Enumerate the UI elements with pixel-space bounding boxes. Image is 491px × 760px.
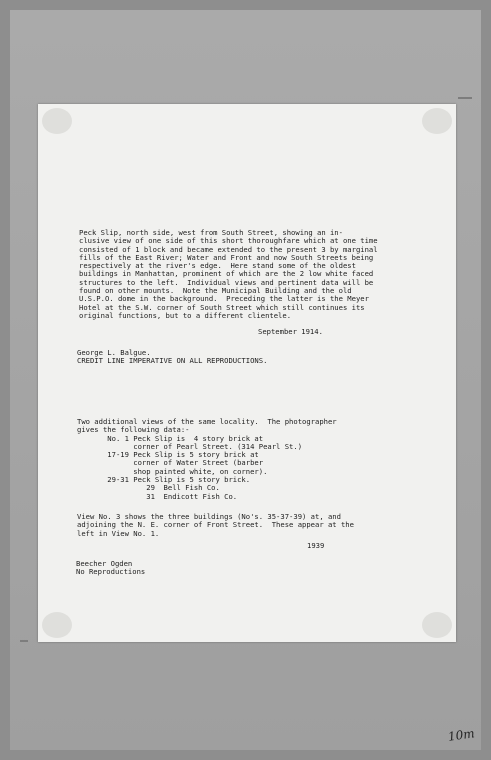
photographer-credit: George L. Balgue. CREDIT LINE IMPERATIVE ON ALL REPRODUCTIONS.	[77, 348, 268, 366]
mount-mark	[20, 640, 28, 642]
additional-views-paragraph: Two additional views of the same locality. The photographer gives the following data:- No. 1 Peck Slip is 4 story brick at corner of Pearl Street. (314 Pearl St.) 17-19 Peck Slip is 5 story brick at corner of Water Street (barber shop painted white, on corner). 29-31 Peck Slip is 5 story brick. 29 Bell Fish Co. 31 Endicott Fish Co.	[77, 417, 337, 501]
paste-spot	[42, 108, 72, 134]
paste-spot	[422, 612, 452, 638]
mount-mark	[458, 97, 472, 99]
date-september-1914: September 1914.	[258, 327, 323, 336]
description-paragraph: Peck Slip, north side, west from South Street, showing an in- clusive view of one side of this short thoroughfare which at one time consisted of 1 block and became extended to the present 3 by marginal fills of the East River; Water and Front and now South Streets being respectively at the river's edge. Here stand some of the oldest buildings in Manhattan, prominent of which are the 2 low white faced structures to the left. Individual views and pertinent data will be found on other mounts. Note the Municipal Building and the old U.S.P.O. dome in the background. Preceding the latter is the Meyer Hotel at the S.W. corner of South Street which still continues its original functions, but to a different clientele.	[79, 228, 378, 320]
view-3-paragraph: View No. 3 shows the three buildings (No's. 35-37-39) at, and adjoining the N. E. corner of Front Street. These appear at the left in View No. 1.	[77, 512, 354, 538]
author-credit: Beecher Ogden No Reproductions	[76, 559, 146, 577]
handwritten-mark: 10m	[447, 726, 476, 744]
paste-spot	[422, 108, 452, 134]
date-1939: 1939	[307, 541, 325, 550]
paste-spot	[42, 612, 72, 638]
typed-document-sheet	[38, 104, 456, 642]
